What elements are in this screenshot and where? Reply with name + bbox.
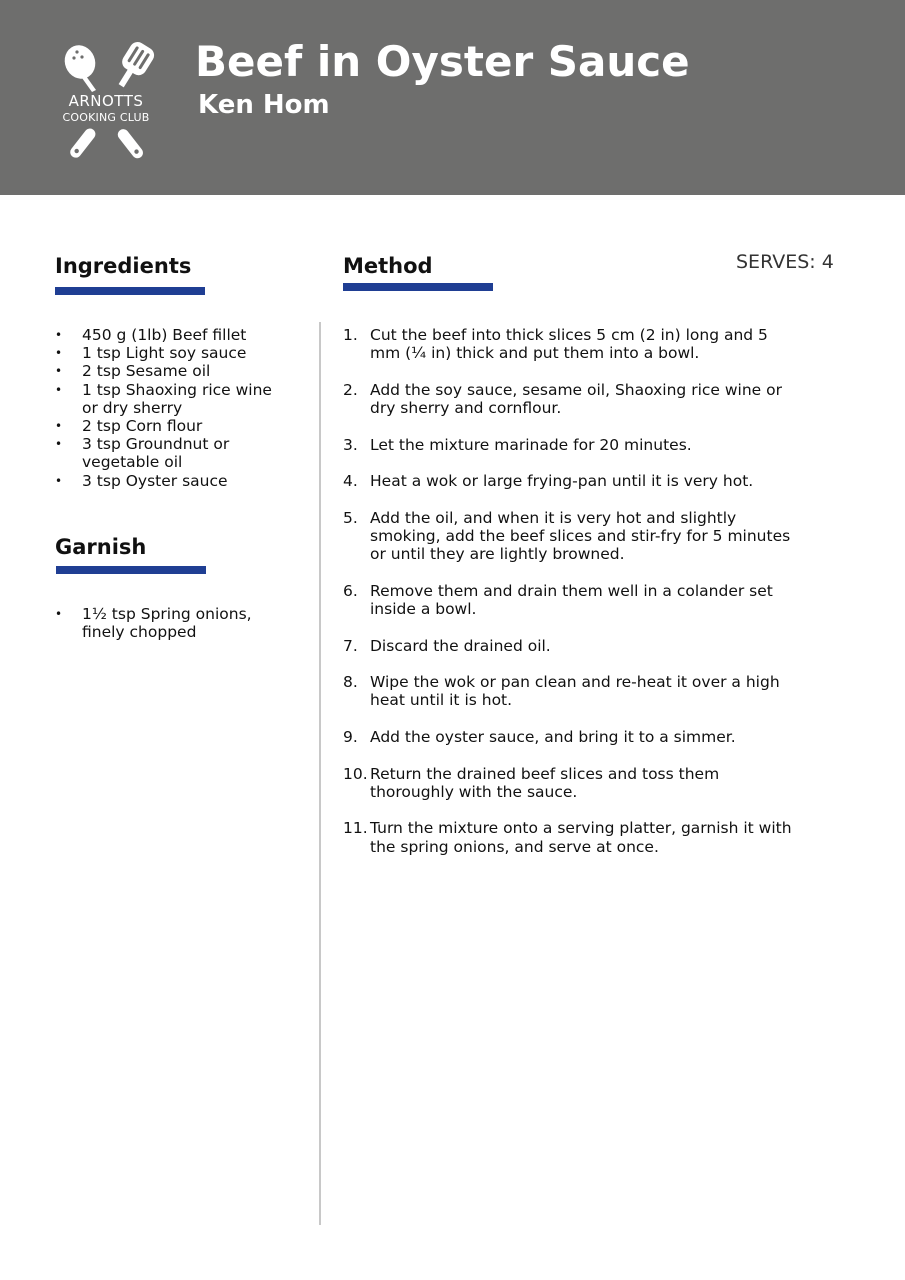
method-step (343, 326, 803, 362)
step-text: Let the mixture marinade for 20 minutes. (370, 435, 692, 454)
list-item: • 450 g (1lb) Beef fillet (55, 326, 285, 344)
header-banner (0, 0, 905, 195)
garnish-underline (56, 566, 206, 574)
method-step (343, 765, 803, 801)
step-text: Discard the drained oil. (370, 636, 551, 655)
list-item: • 2 tsp Corn flour (55, 417, 285, 435)
step-number: 8. (343, 673, 358, 692)
recipe-title: Beef in Oyster Sauce (195, 37, 690, 86)
garnish-list (55, 605, 285, 641)
method-underline (343, 283, 493, 291)
step-text: Return the drained beef slices and toss them thoroughly with the sauce. (370, 764, 720, 801)
list-item: • 3 tsp Groundnut or vegetable oil (55, 435, 285, 471)
method-step (343, 673, 803, 709)
recipe-author: Ken Hom (198, 90, 330, 120)
method-step (343, 509, 803, 564)
garnish-heading: Garnish (55, 535, 147, 559)
ingredients-list (55, 326, 285, 490)
logo-text-arnotts: ARNOTTS (68, 92, 144, 110)
arnotts-cooking-club-logo (56, 40, 160, 164)
step-number: 6. (343, 581, 358, 600)
step-text: Add the oyster sauce, and bring it to a simmer. (370, 727, 736, 746)
ingredients-heading: Ingredients (55, 254, 192, 278)
method-step (343, 582, 803, 618)
step-number: 11. (343, 819, 368, 838)
step-number: 10. (343, 764, 368, 783)
step-number: 2. (343, 380, 358, 399)
list-item: • 1½ tsp Spring onions, finely chopped (55, 605, 285, 641)
step-text: Remove them and drain them well in a colander set inside a bowl. (370, 581, 773, 618)
column-divider (319, 322, 321, 1225)
step-text: Add the oil, and when it is very hot and slightly smoking, add the beef slices and stir-fry for 5 minutes or until they are lightly browned. (370, 508, 791, 564)
step-number: 1. (343, 326, 358, 344)
step-text: Heat a wok or large frying-pan until it is very hot. (370, 472, 754, 491)
step-text: Turn the mixture onto a serving platter, garnish it with the spring onions, and serve at once. (370, 819, 792, 856)
method-step (343, 381, 803, 417)
step-number: 5. (343, 508, 358, 527)
method-step (343, 819, 803, 855)
serves-count: SERVES: 4 (736, 251, 834, 273)
ingredients-underline (55, 287, 205, 295)
step-text: Cut the beef into thick slices 5 cm (2 in) long and 5 mm (¼ in) thick and put them into a bowl. (370, 326, 768, 363)
method-step (343, 728, 803, 746)
step-number: 3. (343, 435, 358, 454)
logo-text-cooking-club: COOKING CLUB (62, 111, 150, 124)
method-step (343, 436, 803, 454)
list-item: • 1 tsp Light soy sauce (55, 344, 285, 362)
method-step (343, 637, 803, 655)
method-heading: Method (343, 254, 433, 278)
step-number: 4. (343, 472, 358, 491)
step-text: Wipe the wok or pan clean and re-heat it over a high heat until it is hot. (370, 673, 780, 710)
method-step (343, 472, 803, 490)
list-item: • 1 tsp Shaoxing rice wine or dry sherry (55, 381, 285, 417)
step-number: 7. (343, 636, 358, 655)
list-item: • 3 tsp Oyster sauce (55, 472, 285, 490)
method-steps (343, 326, 803, 874)
step-number: 9. (343, 727, 358, 746)
step-text: Add the soy sauce, sesame oil, Shaoxing rice wine or dry sherry and cornflour. (370, 380, 782, 417)
list-item: • 2 tsp Sesame oil (55, 362, 285, 380)
